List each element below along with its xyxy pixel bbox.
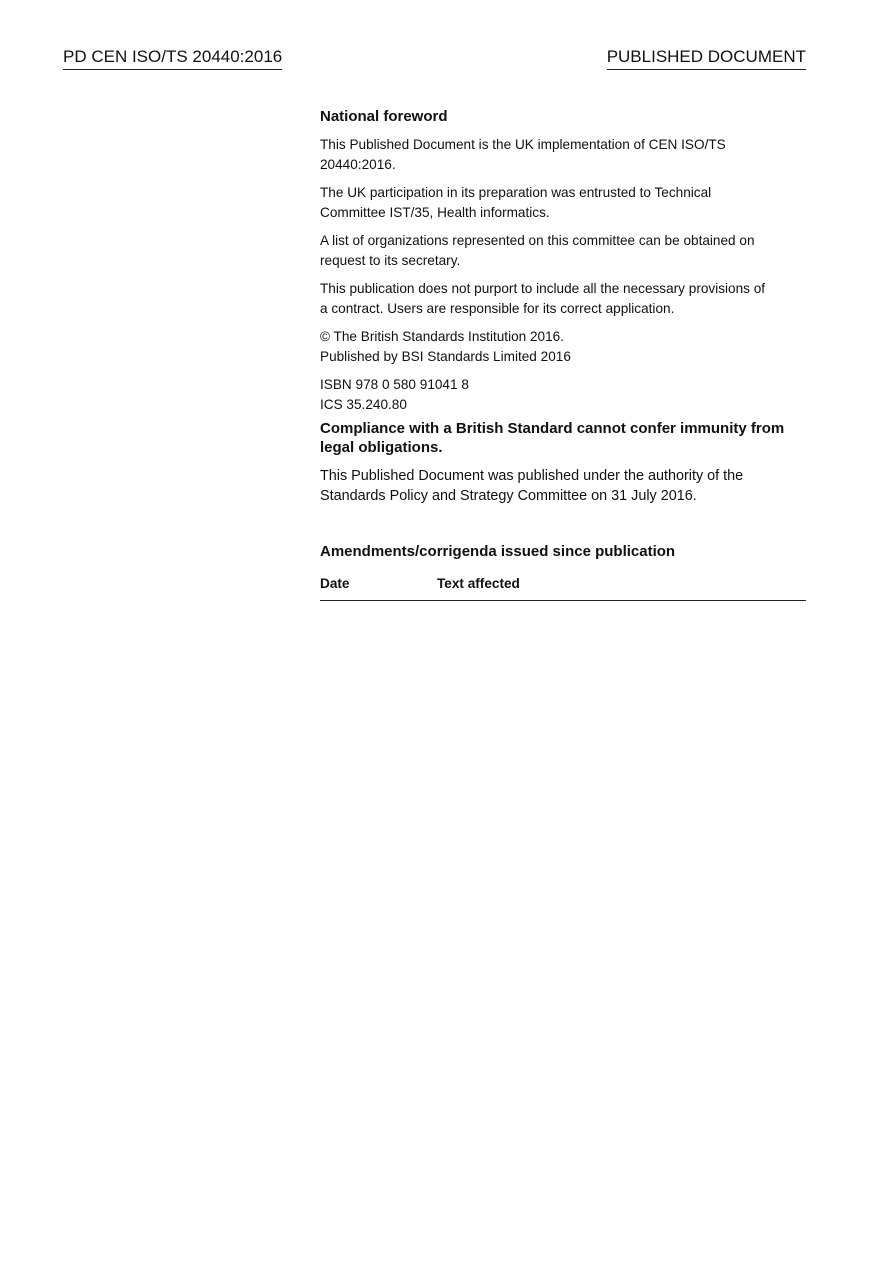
foreword-title: National foreword [320, 108, 448, 125]
paragraph-provisions [320, 279, 806, 319]
document-id: PD CEN ISO/TS 20440:2016 [63, 47, 282, 70]
column-header-date: Date [320, 576, 350, 591]
paragraph-participation [320, 183, 806, 223]
authority-line: This Published Document was published under the authority of the [320, 468, 744, 484]
column-header-text-affected: Text affected [437, 576, 520, 591]
ics: ICS 35.240.80 [320, 397, 407, 412]
compliance-statement [320, 419, 806, 457]
paragraph-line: a contract. Users are responsible for its correct application. [320, 301, 675, 316]
authority-line: Standards Policy and Strategy Committee on 31 July 2016. [320, 488, 697, 504]
paragraph-line: The UK participation in its preparation was entrusted to Technical [320, 185, 712, 200]
paragraph-line: request to its secretary. [320, 253, 461, 268]
copyright-line: © The British Standards Institution 2016. [320, 329, 565, 344]
compliance-line: Compliance with a British Standard cannot confer immunity from [320, 420, 785, 437]
paragraph-organizations [320, 231, 806, 271]
paragraph-line: This publication does not purport to include all the necessary provisions of [320, 281, 766, 296]
authority-statement [320, 466, 806, 506]
isbn: ISBN 978 0 580 91041 8 [320, 377, 469, 392]
paragraph-line: 20440:2016. [320, 157, 396, 172]
amendments-title: Amendments/corrigenda issued since publication [320, 543, 676, 560]
publisher-line: Published by BSI Standards Limited 2016 [320, 349, 571, 364]
copyright-notice [320, 327, 806, 367]
paragraph-line: Committee IST/35, Health informatics. [320, 205, 550, 220]
paragraph-line: A list of organizations represented on this committee can be obtained on [320, 233, 755, 248]
paragraph-implementation [320, 135, 806, 175]
document-type: PUBLISHED DOCUMENT [607, 47, 806, 70]
amendments-table-header [320, 575, 806, 601]
paragraph-line: This Published Document is the UK implementation of CEN ISO/TS [320, 137, 726, 152]
compliance-line: legal obligations. [320, 439, 443, 456]
foreword-section [320, 107, 806, 601]
identifiers [320, 375, 806, 415]
